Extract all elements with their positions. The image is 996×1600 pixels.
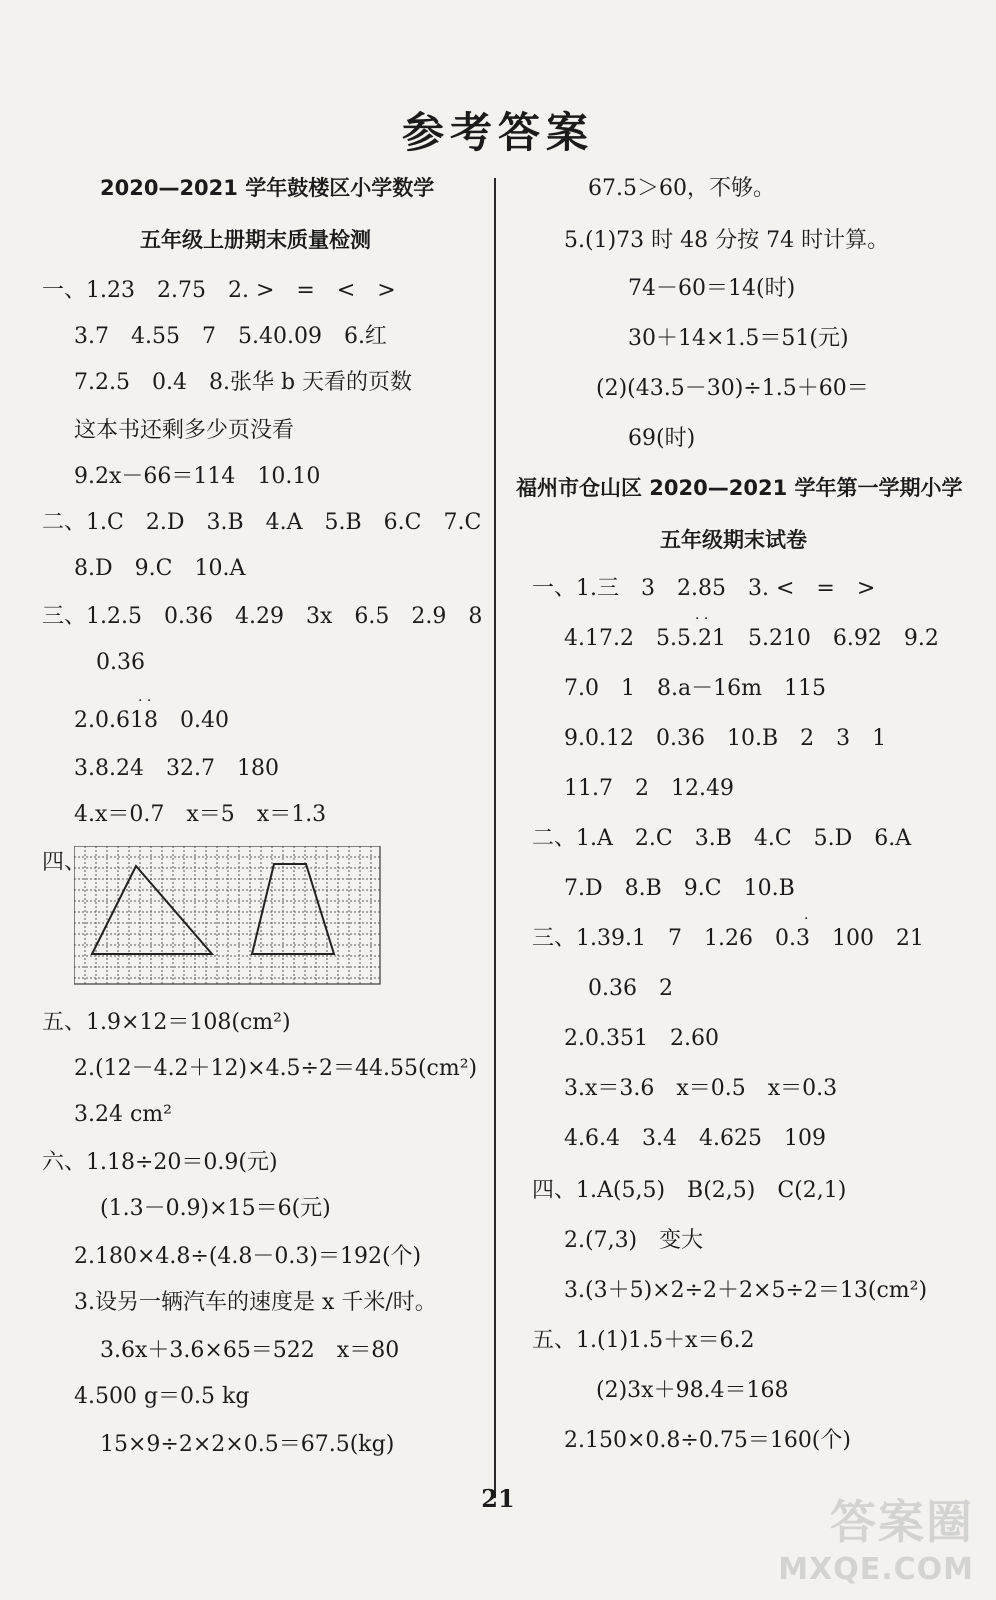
- left-answer-line: 4.x＝0.7 x＝5 x＝1.3: [74, 802, 327, 827]
- left-answer-line: (1.3－0.9)×15＝6(元): [100, 1196, 331, 1221]
- right-answer-line: 4.17.2 5.5.21 5.210 6.92 9.2: [564, 626, 939, 651]
- repeating-decimal-dots: · ·: [695, 611, 709, 627]
- left-answer-line: 3.7 4.55 7 5.40.09 6.红: [74, 324, 387, 349]
- left-answer-line: 三、1.2.5 0.36 4.29 3x 6.5 2.9 8: [42, 604, 483, 629]
- right-answer-line: 2.(7,3) 变大: [564, 1228, 704, 1253]
- watermark-logo-text: 答案圈: [830, 1495, 974, 1549]
- watermark-url: MXQE.COM: [778, 1552, 974, 1587]
- left-answer-line: 一、1.23 2.75 2. > = < >: [42, 278, 396, 303]
- right-answer-line: (2)3x＋98.4＝168: [596, 1378, 789, 1403]
- left-answer-line: 六、1.18÷20＝0.9(元): [42, 1150, 278, 1175]
- grid-border: [74, 846, 380, 984]
- left-answer-line: 4.500 g＝0.5 kg: [74, 1384, 250, 1409]
- left-answer-line: 9.2x－66＝114 10.10: [74, 464, 321, 489]
- right-answer-line: 4.6.4 3.4 4.625 109: [564, 1126, 826, 1151]
- column-divider: [494, 178, 496, 1498]
- page-title: 参考答案: [401, 108, 594, 157]
- right-answer-line: 二、1.A 2.C 3.B 4.C 5.D 6.A: [532, 826, 912, 851]
- left-answer-line: 7.2.5 0.4 8.张华 b 天看的页数: [74, 370, 413, 395]
- right-answer-line: 3.x＝3.6 x＝0.5 x＝0.3: [564, 1076, 838, 1101]
- right-heading-1: 福州市仓山区 2020—2021 学年第一学期小学: [516, 476, 963, 500]
- right-answer-line: 一、1.三 3 2.85 3. < = >: [532, 576, 876, 601]
- left-answer-line: 3.6x＋3.6×65＝522 x＝80: [100, 1338, 400, 1363]
- right-answer-line: 7.0 1 8.a－16m 115: [564, 676, 826, 701]
- right-heading-2: 五年级期末试卷: [660, 528, 807, 552]
- right-answer-line: 30＋14×1.5＝51(元): [628, 326, 849, 351]
- left-answer-line: 3.24 cm²: [74, 1102, 172, 1127]
- right-answer-line: 2.0.351 2.60: [564, 1026, 719, 1051]
- right-answer-line: 11.7 2 12.49: [564, 776, 734, 801]
- page-number: 21: [481, 1484, 515, 1513]
- right-answer-line: 7.D 8.B 9.C 10.B: [564, 876, 795, 901]
- right-answer-line: 5.(1)73 时 48 分按 74 时计算。: [564, 228, 890, 253]
- section-four-label: 四、: [42, 850, 87, 875]
- left-answer-line: 8.D 9.C 10.A: [74, 556, 246, 581]
- right-answer-line: 2.150×0.8÷0.75＝160(个): [564, 1428, 851, 1453]
- grid-figure: [74, 846, 382, 986]
- left-answer-line: 2.180×4.8÷(4.8－0.3)＝192(个): [74, 1244, 422, 1269]
- right-answer-line: 三、1.39.1 7 1.26 0.3 100 21: [532, 926, 924, 951]
- right-answer-line: 五、1.(1)1.5＋x＝6.2: [532, 1328, 755, 1353]
- left-answer-line: 15×9÷2×2×0.5＝67.5(kg): [100, 1432, 395, 1457]
- left-answer-line: 五、1.9×12＝108(cm²): [42, 1010, 291, 1035]
- repeating-decimal-dots: · ·: [138, 693, 152, 709]
- right-answer-line: 四、1.A(5,5) B(2,5) C(2,1): [532, 1178, 847, 1203]
- right-answer-line: 0.36 2: [588, 976, 673, 1001]
- right-answer-line: 9.0.12 0.36 10.B 2 3 1: [564, 726, 887, 751]
- left-answer-line: 3.8.24 32.7 180: [74, 756, 279, 781]
- trapezoid-shape: [252, 864, 334, 954]
- left-heading-2: 五年级上册期末质量检测: [140, 228, 371, 252]
- repeating-decimal-dots: ·: [804, 911, 809, 927]
- left-answer-line: 3.设另一辆汽车的速度是 x 千米/时。: [74, 1290, 437, 1315]
- right-answer-line: 74－60＝14(时): [628, 276, 796, 301]
- right-answer-line: 3.(3＋5)×2÷2＋2×5÷2＝13(cm²): [564, 1278, 928, 1303]
- left-answer-line: 这本书还剩多少页没看: [74, 418, 295, 443]
- right-answer-line: (2)(43.5－30)÷1.5＋60＝: [596, 376, 869, 401]
- watermark: [778, 1486, 974, 1587]
- right-answer-line: 69(时): [628, 426, 696, 451]
- right-answer-line: 67.5＞60，不够。: [588, 176, 775, 201]
- left-answer-line: 2.0.618 0.40: [74, 708, 229, 733]
- left-answer-line: 二、1.C 2.D 3.B 4.A 5.B 6.C 7.C: [42, 510, 482, 535]
- left-answer-line: 2.(12－4.2＋12)×4.5÷2＝44.55(cm²): [74, 1056, 478, 1081]
- left-answer-line: 0.36: [96, 650, 145, 675]
- left-heading-1: 2020—2021 学年鼓楼区小学数学: [100, 176, 435, 200]
